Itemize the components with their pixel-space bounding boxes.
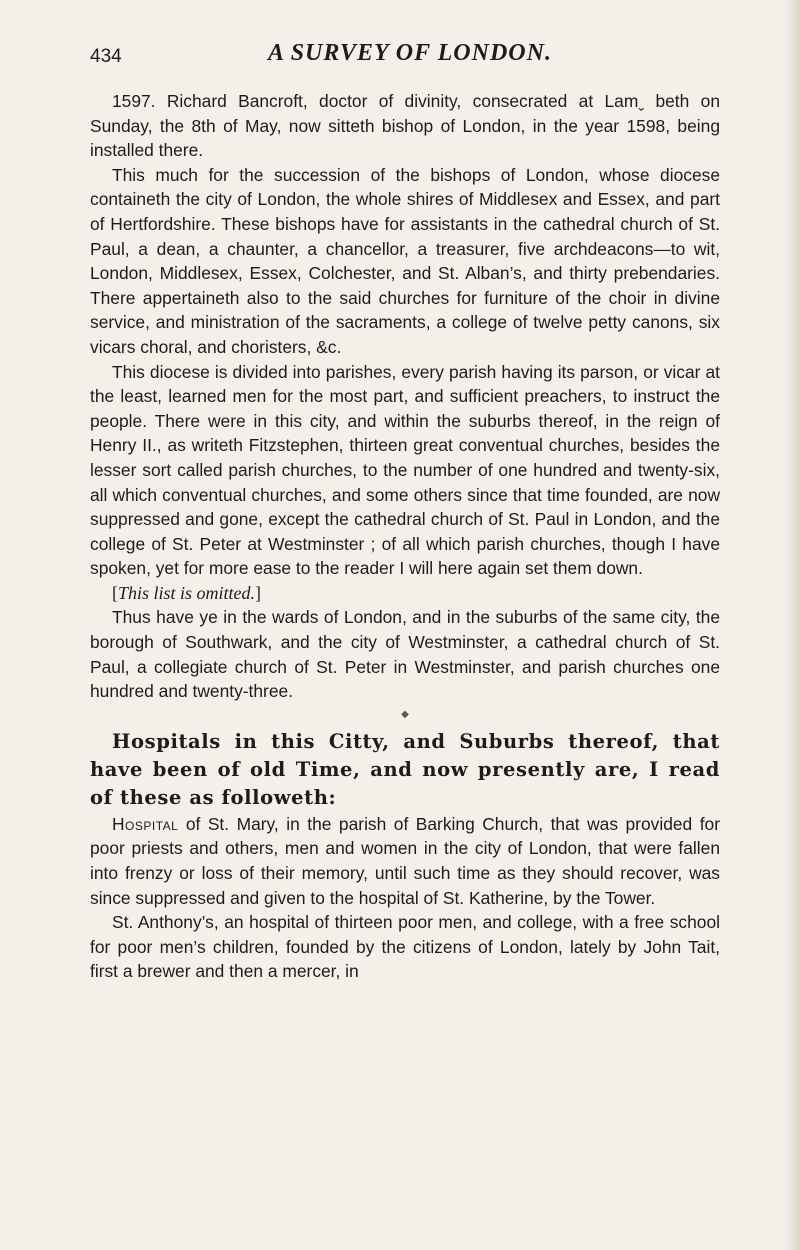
paragraph-diocese: This diocese is divided into parishes, every parish having its parson, or vicar at the least, learned men for the most part, and sufficient preachers, to instruct the people. There were in this city, and within the suburbs thereof, in the reign of Henry II., as writeth Fitzstephen, thirteen great conventual churches, besides the lesser sort called parish churches, to the number of one hundred and twenty-six, all which conventual churches, and some others since that time founded, are now suppressed and gone, except the cathedral church of St. Paul in London, and the college of St. Peter at Westminster ; of all which parish churches, though I have spoken, yet for more ease to the reader I will here again set them down. <box>90 361 720 579</box>
omitted-note-text: This list is omitted. <box>118 582 256 603</box>
page-header <box>90 40 730 70</box>
paragraph-succession: This much for the succession of the bishops of London, whose diocese containeth the city of London, the whole shires of Middlesex and Essex, and part of Hertfordshire. These bishops have for assistants in the cathedral church of St. Paul, a dean, a chaunter, a chancellor, a treasurer, five archdeacons—to wit, London, Middlesex, Essex, Colchester, and St. Alban’s, and thirty prebendaries. There appertaineth also to the said churches for furniture of the choir in divine service, and ministration of the sacraments, a college of twelve petty canons, six vicars choral, and choristers, &c. <box>90 164 720 357</box>
hospital-paragraph-text: of St. Mary, in the parish of Barking Church, that was provided for poor priests and others, men and women in the city of London, that were fallen into frenzy or loss of their memory, until such time as they should recover, was since suppressed and given to the hospital of St. Katherine, by the Tower. <box>90 813 720 908</box>
hospital-lead-word: Hospital <box>112 813 179 834</box>
paragraph-bancroft: 1597. Richard Bancroft, doctor of divinity, consecrated at Lamˬ beth on Sunday, the 8th of May, now sitteth bishop of London, in the year 1598, being installed there. <box>90 91 720 161</box>
omitted-note <box>90 581 720 606</box>
page-edge-shadow <box>786 0 800 1250</box>
bracket-open: [ <box>112 582 118 603</box>
ornament-diamond: ◆ <box>401 708 409 720</box>
page-number: 434 <box>90 46 122 67</box>
paragraph-hospital-st-mary <box>90 812 720 910</box>
paragraph-summary: Thus have ye in the wards of London, and in the suburbs of the same city, the borough of Southwark, and the city of Westminster, a cathedral church of St. Paul, a collegiate church of St. Peter in Westminster, and parish churches one hundred and twenty-three. <box>90 607 720 702</box>
running-title: A SURVEY OF LONDON. <box>268 40 552 66</box>
hospitals-heading: Hospitals in this Citty, and Suburbs thereof, that have been of old Time, and now presently are, I read of these as followeth: <box>90 729 720 809</box>
paragraph-st-anthony: St. Anthony’s, an hospital of thirteen poor men, and college, with a free school for poor men’s children, founded by the citizens of London, lately by John Tait, first a brewer and then a mercer, in <box>90 912 720 982</box>
page-body <box>90 89 720 984</box>
bracket-close: ] <box>255 582 262 603</box>
